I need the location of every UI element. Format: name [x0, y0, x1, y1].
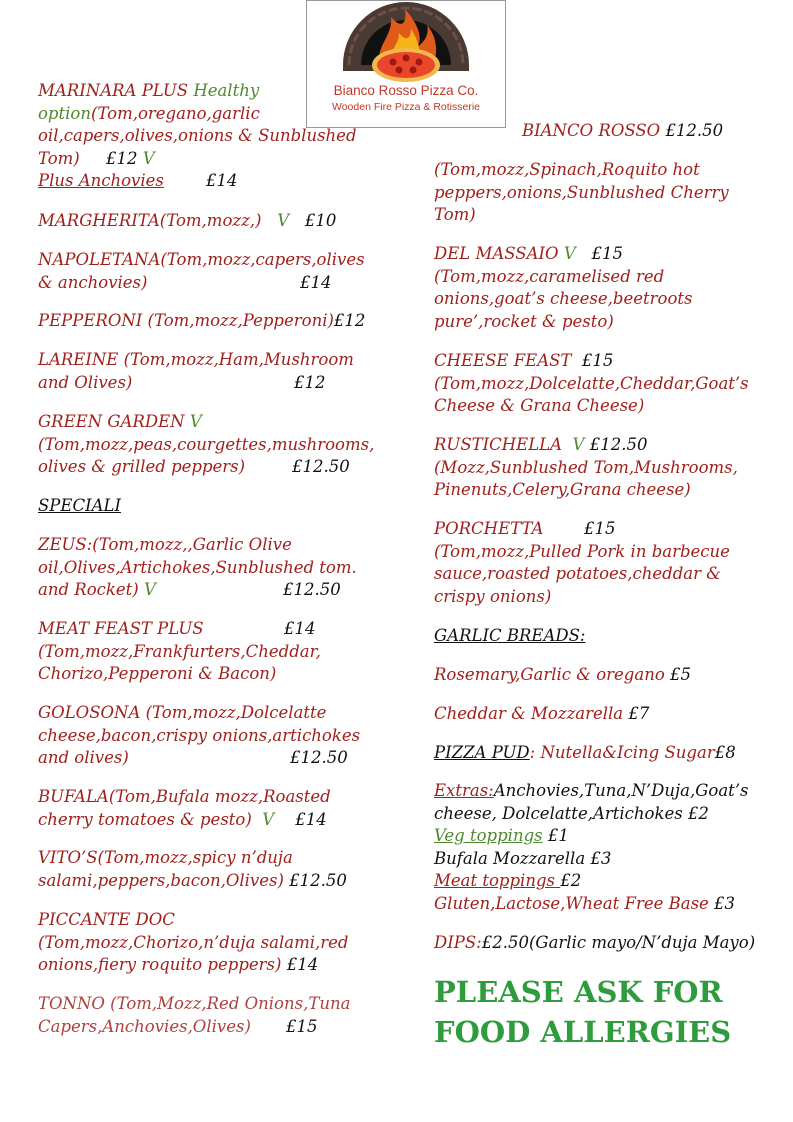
- menu-item-bianco-rosso-title: BIANCO ROSSO £12.50: [522, 121, 724, 140]
- menu-item-tonno: TONNO (Tom,Mozz,Red Onions,Tuna Capers,Anchovies,Olives) £15: [38, 994, 351, 1036]
- menu-item-bufala: BUFALA(Tom,Bufala mozz,Roasted cherry tomatoes & pesto) V £14: [38, 787, 331, 829]
- menu-item-pizza-pud: PIZZA PUD: Nutella&Icing Sugar£8: [434, 743, 736, 762]
- menu-item-rosemary-garlic: Rosemary,Garlic & oregano £5: [434, 665, 692, 684]
- menu-item-zeus: ZEUS:(Tom,mozz,,Garlic Olive oil,Olives,Artichokes,Sunblushed tom. and Rocket) V £12.50: [38, 535, 357, 600]
- menu-item-golosona: GOLOSONA (Tom,mozz,Dolcelatte cheese,bacon,crispy onions,artichokes and olives) £12.50: [38, 703, 361, 768]
- menu-item-cheese-feast: CHEESE FEAST £15 (Tom,mozz,Dolcelatte,Cheddar,Goat’s Cheese & Grana Cheese): [434, 351, 749, 416]
- logo-name: Bianco Rosso Pizza Co.: [333, 83, 479, 98]
- menu-item-pepperoni: PEPPERONI (Tom,mozz,Pepperoni)£12: [38, 311, 366, 330]
- menu-item-piccante-doc: PICCANTE DOC (Tom,mozz,Chorizo,n’duja salami,red onions,fiery roquito peppers) £14: [38, 910, 349, 975]
- allergy-notice-line-2: FOOD ALLERGIES: [434, 1015, 732, 1049]
- section-speciali: SPECIALI: [38, 496, 121, 515]
- dips-line: DIPS:£2.50(Garlic mayo/N’duja Mayo): [434, 933, 756, 952]
- menu-item-bianco-rosso-desc: (Tom,mozz,Spinach,Roquito hot peppers,onions,Sunblushed Cherry Tom): [434, 160, 729, 225]
- allergy-notice-line-1: PLEASE ASK FOR: [434, 975, 723, 1009]
- menu-item-del-massaio: DEL MASSAIO V £15 (Tom,mozz,caramelised red onions,goat’s cheese,beetroots pure’,rocket & pesto): [434, 244, 693, 331]
- menu-item-vitos: VITO’S(Tom,mozz,spicy n’duja salami,peppers,bacon,Olives) £12.50: [38, 848, 347, 890]
- extras-section: Extras:Anchovies,Tuna,N’Duja,Goat’s cheese, Dolcelatte,Artichokes £2 Veg toppings £1 Bufala Mozzarella £3 Meat toppings £2 Gluten,Lactose,Wheat Free Base £3: [434, 781, 749, 913]
- menu-item-cheddar-mozzarella: Cheddar & Mozzarella £7: [434, 704, 650, 723]
- menu-item-porchetta: PORCHETTA £15 (Tom,mozz,Pulled Pork in barbecue sauce,roasted potatoes,cheddar & crispy onions): [434, 519, 730, 606]
- menu-item-napoletana: NAPOLETANA(Tom,mozz,capers,olives & anchovies) £14: [38, 250, 365, 292]
- menu-item-margherita: MARGHERITA(Tom,mozz,) V £10: [38, 211, 337, 230]
- section-garlic-breads: GARLIC BREADS:: [434, 626, 586, 645]
- menu-item-green-garden: GREEN GARDEN V (Tom,mozz,peas,courgettes,mushrooms, olives & grilled peppers) £12.50: [38, 412, 375, 477]
- menu-item-meat-feast-plus: MEAT FEAST PLUS £14 (Tom,mozz,Frankfurters,Cheddar, Chorizo,Pepperoni & Bacon): [38, 619, 321, 684]
- logo-tagline: Wooden Fire Pizza & Rotisserie: [331, 101, 481, 113]
- menu-item-rustichella: RUSTICHELLA V £12.50 (Mozz,Sunblushed Tom,Mushrooms, Pinenuts,Celery,Grana cheese): [434, 435, 738, 500]
- menu-item-lareine: LAREINE (Tom,mozz,Ham,Mushroom and Olives) £12: [38, 350, 354, 392]
- menu-item-marinara: MARINARA PLUS Healthy option(Tom,oregano,garlic oil,capers,olives,onions & Sunblushed Tom) £12 V Plus Anchovies £14: [38, 81, 357, 191]
